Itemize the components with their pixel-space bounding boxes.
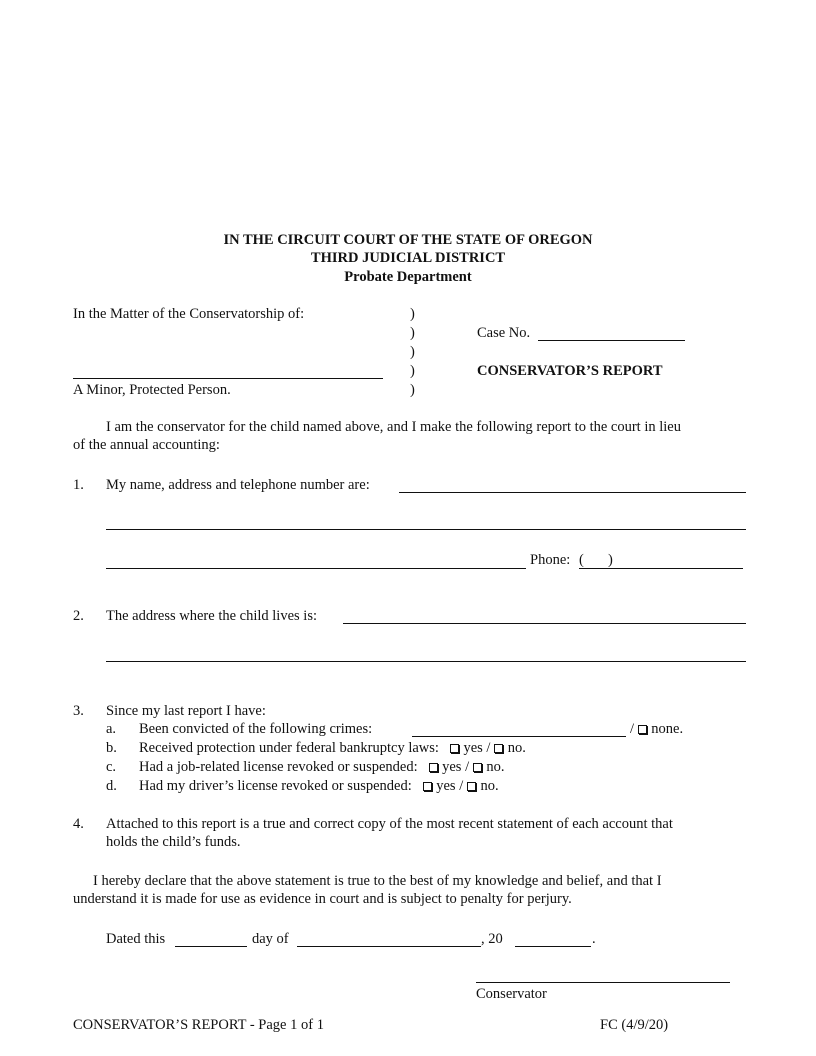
item-2-number: 2. [73, 608, 84, 624]
bankruptcy-no-checkbox[interactable] [494, 744, 503, 753]
caption-paren-5: ) [410, 382, 415, 398]
dated-prefix: Dated this [106, 931, 166, 947]
day-of-label: day of [252, 931, 289, 947]
item-3b-text: Received protection under federal bankruptcy laws: [139, 740, 439, 756]
phone-label: Phone: [530, 552, 571, 568]
item-3c-row [139, 760, 504, 775]
phone-number-field[interactable] [615, 568, 743, 569]
job-license-yes-checkbox[interactable] [429, 763, 438, 772]
job-license-no-label: no. [486, 759, 505, 775]
signature-label: Conservator [476, 986, 547, 1002]
phone-paren-open: ( [579, 552, 584, 568]
item-3a-none: / none. [630, 721, 684, 737]
caption-paren-2: ) [410, 325, 415, 341]
department-name: Probate Department [344, 269, 472, 285]
protected-person-name-field[interactable] [73, 378, 383, 379]
dated-period: . [592, 931, 596, 947]
conservator-address-field-2[interactable] [106, 568, 526, 569]
item-3b-letter: b. [106, 740, 117, 756]
dated-day-field[interactable] [175, 946, 247, 947]
phone-area-code-field[interactable] [579, 568, 615, 569]
form-code: FC (4/9/20) [600, 1017, 669, 1033]
job-license-no-checkbox[interactable] [473, 763, 482, 772]
item-3a-text: Been convicted of the following crimes: [139, 721, 373, 737]
none-label: none. [651, 721, 684, 737]
matter-label: In the Matter of the Conservatorship of: [73, 306, 305, 322]
dated-year-field[interactable] [515, 946, 591, 947]
drivers-license-yes-checkbox[interactable] [423, 782, 432, 791]
dated-month-field[interactable] [297, 946, 481, 947]
item-3d-letter: d. [106, 778, 117, 794]
item-3c-text: Had a job-related license revoked or suspended: [139, 759, 418, 775]
item-3d-row [139, 779, 499, 794]
item-4-number: 4. [73, 816, 84, 832]
footer-title: CONSERVATOR’S REPORT - Page 1 of 1 [73, 1017, 324, 1033]
item-1-text: My name, address and telephone number are: [106, 477, 370, 493]
intro-text-cont: of the annual accounting: [73, 437, 220, 453]
district-name: THIRD JUDICIAL DISTRICT [310, 250, 506, 266]
year-prefix: , 20 [481, 931, 503, 947]
job-license-yes-label: yes / [442, 759, 470, 775]
declaration-line-2: understand it is made for use as evidence in court and is subject to penalty for perjury. [73, 891, 572, 907]
drivers-license-yes-label: yes / [436, 778, 464, 794]
bankruptcy-no-label: no. [507, 740, 526, 756]
phone-paren-close: ) [608, 552, 613, 568]
item-4-line-1: Attached to this report is a true and correct copy of the most recent statement of each account that [106, 816, 673, 832]
drivers-license-no-checkbox[interactable] [467, 782, 476, 791]
item-1-number: 1. [73, 477, 84, 493]
item-4-line-2: holds the child’s funds. [106, 834, 241, 850]
item-3-text: Since my last report I have: [106, 703, 266, 719]
drivers-license-no-label: no. [480, 778, 499, 794]
caption-paren-1: ) [410, 306, 415, 322]
court-name: IN THE CIRCUIT COURT OF THE STATE OF OREGON [223, 232, 593, 248]
crimes-field[interactable] [412, 736, 626, 737]
item-2-text: The address where the child lives is: [106, 608, 317, 624]
caption-paren-4: ) [410, 363, 415, 379]
item-3a-letter: a. [106, 721, 117, 737]
form-title: CONSERVATOR’S REPORT [477, 363, 663, 379]
bankruptcy-yes-checkbox[interactable] [450, 744, 459, 753]
bankruptcy-yes-label: yes / [463, 740, 491, 756]
minor-label: A Minor, Protected Person. [73, 382, 231, 398]
conservator-name-field[interactable] [399, 492, 746, 493]
intro-text: I am the conservator for the child named above, and I make the following report to the court in lieu [106, 419, 681, 435]
item-3-number: 3. [73, 703, 84, 719]
conservator-signature-field[interactable] [476, 982, 730, 983]
case-no-label: Case No. [477, 325, 531, 341]
item-3d-text: Had my driver’s license revoked or suspended: [139, 778, 412, 794]
child-address-field-2[interactable] [106, 661, 746, 662]
conservator-address-field-1[interactable] [106, 529, 746, 530]
declaration-line-1: I hereby declare that the above statement is true to the best of my knowledge and belief, and that I [93, 873, 662, 889]
case-no-field[interactable] [538, 340, 685, 341]
item-3b-row [139, 741, 526, 756]
none-checkbox[interactable] [638, 725, 647, 734]
child-address-field-1[interactable] [343, 623, 746, 624]
item-3c-letter: c. [106, 759, 117, 775]
caption-paren-3: ) [410, 344, 415, 360]
